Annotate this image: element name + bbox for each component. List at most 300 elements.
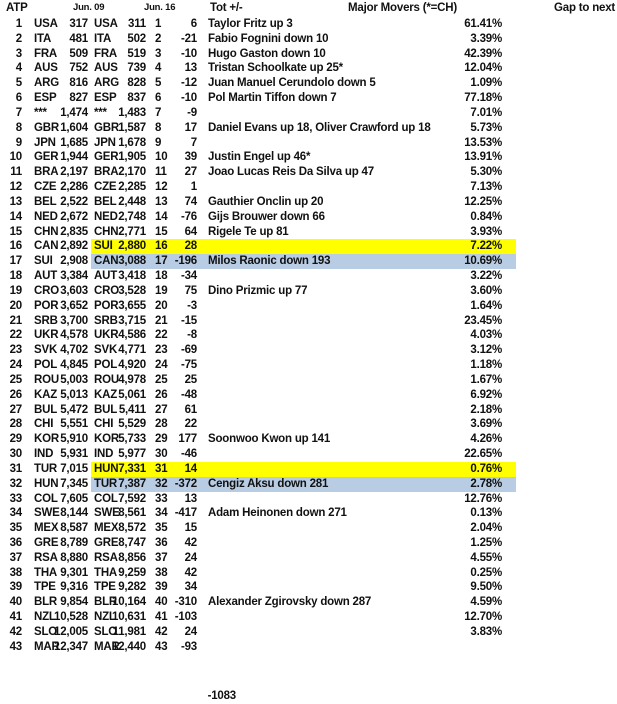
gap-to-next: 3.83% (470, 625, 502, 638)
gap-to-next: 3.22% (470, 270, 502, 283)
country-new: CRO (94, 284, 119, 297)
rank-prev: 20 (9, 299, 22, 312)
country-prev: GER (34, 151, 59, 164)
total-change: -3 (187, 299, 197, 312)
header-movers: Major Movers (*=CH) (348, 2, 457, 14)
country-new: ESP (94, 92, 117, 105)
country-new: GRE (94, 536, 119, 549)
points-new: 2,748 (118, 210, 146, 223)
total-change: 15 (184, 522, 197, 535)
total-change: -8 (187, 329, 197, 342)
points-new: 3,715 (118, 314, 146, 327)
points-new: 8,747 (118, 536, 146, 549)
country-prev: SWE (34, 507, 60, 520)
table-row (0, 521, 617, 536)
total-change: 28 (184, 240, 197, 253)
points-prev: 1,474 (60, 106, 88, 119)
country-new: SVK (94, 344, 118, 357)
table-row (0, 299, 617, 314)
points-new: 9,282 (118, 581, 146, 594)
country-prev: CHI (34, 418, 54, 431)
country-new: BRA (94, 166, 119, 179)
country-prev: ESP (34, 92, 57, 105)
rank-new: 30 (155, 448, 168, 461)
points-new: 5,061 (118, 388, 146, 401)
rank-new: 15 (155, 225, 168, 238)
points-prev: 3,603 (60, 284, 88, 297)
points-new: 1,678 (118, 136, 146, 149)
country-new: SWE (94, 507, 120, 520)
country-prev: RSA (34, 551, 58, 564)
country-prev: USA (34, 18, 58, 30)
rank-new: 3 (155, 47, 162, 60)
country-new: FRA (94, 47, 118, 60)
points-new: 2,285 (118, 181, 146, 194)
points-new: 2,170 (118, 166, 146, 179)
table-row (0, 328, 617, 343)
gap-to-next: 13.91% (464, 151, 502, 164)
rank-prev: 5 (15, 77, 22, 90)
rank-prev: 15 (9, 225, 22, 238)
gap-to-next: 3.12% (470, 344, 502, 357)
rank-new: 43 (155, 640, 168, 653)
points-new: 7,387 (118, 477, 146, 490)
total-change: 64 (184, 225, 197, 238)
gap-to-next: 1.18% (470, 359, 502, 372)
gap-to-next: 1.09% (470, 77, 502, 90)
country-prev: ARG (34, 77, 59, 90)
table-row (0, 314, 617, 329)
country-prev: CAN (34, 240, 59, 253)
rank-new: 18 (155, 270, 168, 283)
points-prev: 7,605 (60, 492, 88, 505)
country-new: JPN (94, 136, 116, 149)
rank-prev: 33 (9, 492, 22, 505)
country-prev: ROU (34, 373, 59, 386)
points-new: 5,411 (118, 403, 146, 416)
total-change: 75 (184, 284, 197, 297)
gap-to-next: 23.45% (464, 314, 502, 327)
points-prev: 1,685 (60, 136, 88, 149)
country-new: KOR (94, 433, 119, 446)
country-prev: SVK (34, 344, 58, 357)
rank-new: 35 (155, 522, 168, 535)
points-new: 502 (127, 32, 146, 45)
total-change: 24 (184, 551, 197, 564)
total-change: -310 (174, 596, 197, 609)
table-row (0, 32, 617, 47)
country-new: THA (94, 566, 118, 579)
total-change: -10 (180, 47, 197, 60)
points-prev: 5,013 (60, 388, 88, 401)
gap-to-next: 0.25% (470, 566, 502, 579)
table-row (0, 447, 617, 462)
rank-prev: 42 (9, 625, 22, 638)
major-movers: Cengiz Aksu down 281 (208, 477, 329, 490)
rank-prev: 41 (9, 611, 22, 624)
rank-prev: 23 (9, 344, 22, 357)
gap-to-next: 7.13% (470, 181, 502, 194)
gap-to-next: 4.59% (470, 596, 502, 609)
rank-new: 9 (155, 136, 162, 149)
gap-to-next: 61.41% (464, 18, 502, 30)
rank-prev: 7 (15, 106, 22, 119)
points-new: 4,978 (118, 373, 146, 386)
gap-to-next: 3.69% (470, 418, 502, 431)
country-new: ITA (94, 32, 112, 45)
rank-new: 1 (155, 18, 162, 30)
points-prev: 8,587 (60, 522, 88, 535)
country-prev: *** (34, 106, 47, 119)
table-row (0, 477, 617, 492)
country-new: RSA (94, 551, 118, 564)
rank-new: 36 (155, 536, 168, 549)
points-prev: 2,522 (60, 195, 88, 208)
country-new: AUT (94, 270, 118, 283)
country-new: CHN (94, 225, 119, 238)
country-new: GBR (94, 121, 119, 134)
table-row (0, 225, 617, 240)
points-new: 7,592 (118, 492, 146, 505)
gap-to-next: 3.93% (470, 225, 502, 238)
country-new: KAZ (94, 388, 118, 401)
points-new: 3,655 (118, 299, 146, 312)
rank-new: 32 (155, 477, 168, 490)
points-new: 9,259 (118, 566, 146, 579)
major-movers: Hugo Gaston down 10 (208, 47, 326, 60)
header-date-2: Jun. 16 (144, 2, 176, 13)
points-new: 5,529 (118, 418, 146, 431)
table-row (0, 388, 617, 403)
rank-prev: 24 (9, 359, 22, 372)
country-new: TUR (94, 477, 118, 490)
rank-new: 19 (155, 284, 168, 297)
rank-prev: 29 (9, 433, 22, 446)
table-row (0, 165, 617, 180)
table-row (0, 210, 617, 225)
points-new: 311 (128, 18, 146, 30)
major-movers: Dino Prizmic up 77 (208, 284, 308, 297)
points-new: 8,856 (118, 551, 146, 564)
gap-to-next: 5.73% (470, 121, 502, 134)
rank-new: 6 (155, 92, 162, 105)
major-movers: Pol Martin Tiffon down 7 (208, 92, 337, 105)
country-prev: KOR (34, 433, 59, 446)
gap-to-next: 6.92% (470, 388, 502, 401)
rank-new: 14 (155, 210, 168, 223)
rank-new: 26 (155, 388, 168, 401)
country-prev: AUS (34, 62, 58, 75)
header-tot: Tot +/- (210, 2, 243, 14)
points-prev: 2,197 (60, 166, 88, 179)
total-change: 25 (184, 373, 197, 386)
gap-to-next: 1.67% (470, 373, 502, 386)
points-prev: 5,910 (60, 433, 88, 446)
rank-prev: 36 (9, 536, 22, 549)
points-prev: 5,003 (60, 373, 88, 386)
rank-new: 23 (155, 344, 168, 357)
points-prev: 9,854 (60, 596, 88, 609)
points-prev: 9,316 (60, 581, 88, 594)
total-change: -46 (180, 448, 197, 461)
gap-to-next: 77.18% (464, 92, 502, 105)
points-prev: 8,880 (60, 551, 88, 564)
rank-new: 7 (155, 106, 162, 119)
table-row (0, 269, 617, 284)
gap-to-next: 0.13% (470, 507, 502, 520)
rank-prev: 32 (9, 477, 22, 490)
points-prev: 9,301 (60, 566, 88, 579)
rank-new: 27 (155, 403, 168, 416)
total-change: 177 (178, 433, 197, 446)
points-prev: 2,892 (60, 240, 88, 253)
gap-to-next: 4.26% (470, 433, 502, 446)
country-prev: SUI (34, 255, 53, 268)
country-new: ARG (94, 77, 119, 90)
country-prev: THA (34, 566, 58, 579)
rank-prev: 35 (9, 522, 22, 535)
total-change: 13 (184, 62, 197, 75)
table-row (0, 136, 617, 151)
table-row (0, 373, 617, 388)
country-prev: TUR (34, 462, 58, 475)
gap-to-next: 9.50% (470, 581, 502, 594)
country-prev: MAR (34, 640, 60, 653)
rank-prev: 25 (9, 373, 22, 386)
header-atp: ATP (6, 2, 28, 14)
points-new: 7,331 (118, 462, 146, 475)
country-prev: POL (34, 359, 58, 372)
points-new: 4,771 (118, 344, 146, 357)
country-new: BEL (94, 195, 117, 208)
rank-new: 25 (155, 373, 168, 386)
total-change: 17 (184, 121, 197, 134)
total-change: -10 (180, 92, 197, 105)
table-row (0, 595, 617, 610)
rank-prev: 10 (9, 151, 22, 164)
points-new: 5,977 (118, 448, 146, 461)
total-change: 7 (190, 136, 197, 149)
rankings-table (0, 17, 617, 655)
rank-prev: 28 (9, 418, 22, 431)
rank-prev: 13 (9, 195, 22, 208)
points-prev: 3,384 (60, 270, 88, 283)
rank-new: 2 (155, 32, 162, 45)
total-change: -196 (174, 255, 197, 268)
rank-new: 37 (155, 551, 168, 564)
points-prev: 8,144 (60, 507, 88, 520)
rank-new: 40 (155, 596, 168, 609)
country-prev: GRE (34, 536, 59, 549)
points-new: 8,561 (118, 507, 146, 520)
country-new: POR (94, 299, 119, 312)
country-prev: UKR (34, 329, 59, 342)
total-change: -372 (174, 477, 197, 490)
country-new: *** (94, 106, 107, 119)
rank-new: 20 (155, 299, 168, 312)
points-prev: 1,944 (60, 151, 88, 164)
table-row (0, 180, 617, 195)
country-prev: POR (34, 299, 59, 312)
country-prev: BLR (34, 596, 58, 609)
rank-prev: 34 (9, 507, 22, 520)
table-row (0, 47, 617, 62)
country-prev: BEL (34, 195, 57, 208)
country-new: MEX (94, 522, 119, 535)
table-row (0, 566, 617, 581)
total-change: -34 (180, 270, 197, 283)
table-row (0, 254, 617, 269)
rank-prev: 22 (9, 329, 22, 342)
country-prev: COL (34, 492, 58, 505)
points-prev: 2,672 (60, 210, 88, 223)
major-movers: Fabio Fognini down 10 (208, 32, 329, 45)
major-movers: Gijs Brouwer down 66 (208, 210, 325, 223)
rank-prev: 18 (9, 270, 22, 283)
table-row (0, 91, 617, 106)
country-new: TPE (94, 581, 116, 594)
table-row (0, 358, 617, 373)
rank-new: 34 (155, 507, 168, 520)
table-row (0, 551, 617, 566)
total-change: 61 (184, 403, 197, 416)
country-prev: KAZ (34, 388, 58, 401)
rank-prev: 17 (9, 255, 22, 268)
rank-new: 5 (155, 77, 162, 90)
country-new: MAR (94, 640, 120, 653)
points-prev: 4,845 (60, 359, 88, 372)
table-row (0, 195, 617, 210)
country-prev: IND (34, 448, 54, 461)
country-new: AUS (94, 62, 118, 75)
country-prev: NED (34, 210, 58, 223)
rank-new: 8 (155, 121, 162, 134)
country-new: CZE (94, 181, 117, 194)
country-prev: SRB (34, 314, 58, 327)
points-prev: 12,347 (54, 640, 88, 653)
country-new: SUI (94, 240, 113, 253)
major-movers: Tristan Schoolkate up 25* (208, 62, 343, 75)
rank-prev: 4 (15, 62, 22, 75)
gap-to-next: 5.30% (470, 166, 502, 179)
major-movers: Daniel Evans up 18, Oliver Crawford up 18 (208, 121, 431, 134)
total-change: -75 (180, 359, 197, 372)
points-new: 1,905 (118, 151, 146, 164)
country-new: NED (94, 210, 118, 223)
points-prev: 509 (69, 47, 88, 60)
major-movers: Joao Lucas Reis Da Silva up 47 (208, 166, 374, 179)
points-new: 10,164 (112, 596, 146, 609)
points-new: 1,587 (118, 121, 146, 134)
country-prev: BUL (34, 403, 58, 416)
country-new: GER (94, 151, 119, 164)
rank-prev: 11 (10, 166, 22, 179)
table-row (0, 462, 617, 477)
rank-prev: 3 (15, 47, 22, 60)
rank-prev: 30 (9, 448, 22, 461)
country-prev: CHN (34, 225, 59, 238)
table-row (0, 403, 617, 418)
table-row (0, 506, 617, 521)
points-new: 5,733 (118, 433, 146, 446)
gap-to-next: 13.53% (464, 136, 502, 149)
country-new: CAN (94, 255, 119, 268)
total-change: -21 (180, 32, 197, 45)
rank-new: 13 (155, 195, 168, 208)
total-change: 14 (184, 462, 197, 475)
rank-prev: 31 (9, 462, 22, 475)
points-prev: 5,931 (60, 448, 88, 461)
rank-prev: 38 (9, 566, 22, 579)
points-prev: 317 (69, 18, 88, 30)
points-new: 2,880 (118, 240, 146, 253)
total-change: 34 (184, 581, 197, 594)
points-prev: 481 (69, 32, 88, 45)
points-new: 11,981 (112, 625, 146, 638)
total-change: -12 (180, 77, 197, 90)
points-new: 1,483 (118, 106, 146, 119)
rank-prev: 19 (9, 284, 22, 297)
table-row (0, 640, 617, 655)
country-new: HUN (94, 462, 119, 475)
rank-new: 11 (155, 166, 167, 179)
table-row (0, 625, 617, 640)
country-new: BUL (94, 403, 118, 416)
points-prev: 1,604 (60, 121, 88, 134)
rank-new: 29 (155, 433, 168, 446)
country-new: COL (94, 492, 118, 505)
points-prev: 827 (69, 92, 88, 105)
gap-to-next: 2.78% (470, 477, 502, 490)
rank-prev: 8 (15, 121, 22, 134)
points-new: 3,528 (118, 284, 146, 297)
major-movers: Soonwoo Kwon up 141 (208, 433, 331, 446)
rank-prev: 21 (9, 314, 22, 327)
rank-prev: 16 (9, 240, 22, 253)
rank-new: 16 (155, 240, 168, 253)
country-prev: JPN (34, 136, 56, 149)
points-prev: 3,652 (60, 299, 88, 312)
country-new: IND (94, 448, 114, 461)
total-change: 6 (190, 18, 197, 30)
country-new: USA (94, 18, 118, 30)
gap-to-next: 2.18% (470, 403, 502, 416)
major-movers: Rigele Te up 81 (208, 225, 289, 238)
rank-prev: 27 (9, 403, 22, 416)
country-new: SLO (94, 625, 118, 638)
country-prev: CZE (34, 181, 57, 194)
gap-to-next: 42.39% (464, 47, 502, 60)
total-change: -417 (174, 507, 197, 520)
points-prev: 752 (69, 62, 88, 75)
country-prev: AUT (34, 270, 58, 283)
major-movers: Gauthier Onclin up 20 (208, 195, 324, 208)
points-prev: 7,345 (60, 477, 88, 490)
table-row (0, 432, 617, 447)
rank-prev: 6 (15, 92, 22, 105)
points-new: 12,440 (112, 640, 146, 653)
total-change: -15 (180, 314, 197, 327)
table-row (0, 121, 617, 136)
points-prev: 5,472 (60, 403, 88, 416)
table-row (0, 284, 617, 299)
gap-to-next: 10.69% (464, 255, 502, 268)
gap-to-next: 0.76% (470, 462, 502, 475)
points-prev: 8,789 (60, 536, 88, 549)
rank-new: 33 (155, 492, 168, 505)
points-prev: 2,286 (60, 181, 88, 194)
points-prev: 816 (69, 77, 88, 90)
